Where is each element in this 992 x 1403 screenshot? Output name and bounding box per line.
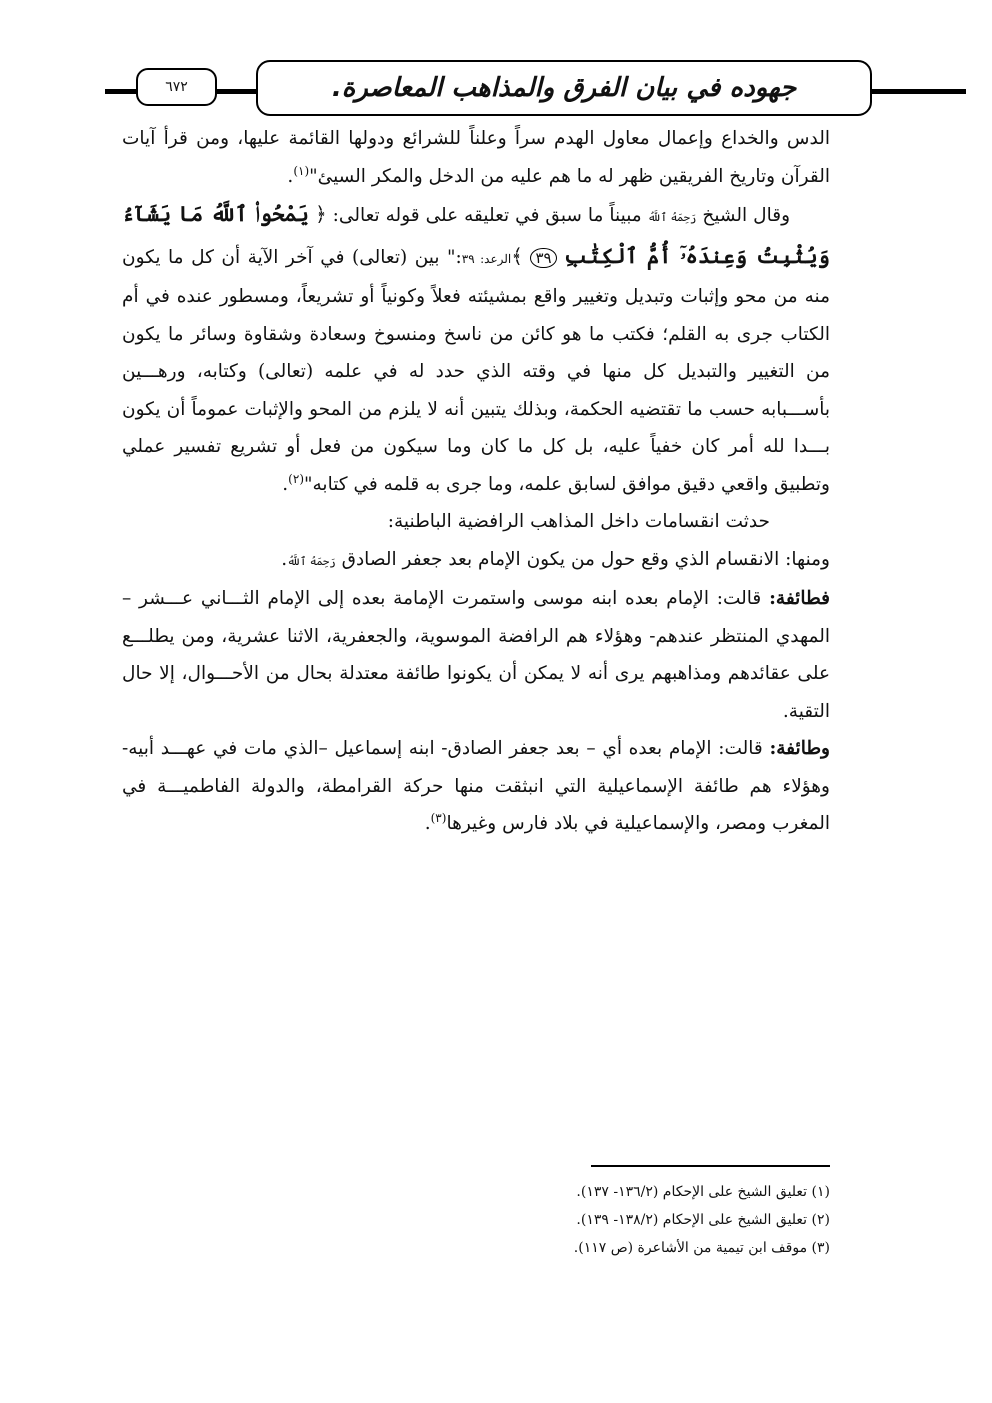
paragraph-5-lead: فطائفة: (769, 588, 830, 609)
footnote-ref-1: (١) (293, 163, 310, 178)
header-rule-left (105, 89, 137, 94)
header-title-box (256, 60, 872, 116)
surah-reference: الرعد: ٣٩ (461, 251, 512, 266)
footnote-3: (٣) موقف ابن تيمية من الأشاعرة (ص ١١٧). (573, 1240, 830, 1256)
page-number: ٦٧٢ (165, 79, 188, 95)
paragraph-1-text: الدس والخداع وإعمال معاول الهدم سراً وعلناً للشرائع ودولها القائمة عليها، ومن قرأ آيات القرآن وتاريخ الفريقين ظهر له ما هم عليه من الدخل والمكر السيئ" (122, 128, 830, 187)
honorific-mark-2: رَحِمَهُ ٱللَّهُ (287, 554, 336, 568)
section-heading-text: حدثت انقسامات داخل المذاهب الرافضية الباطنية: (387, 511, 770, 532)
ayah-number-marker: ٣٩ (530, 248, 556, 268)
footnote-1: (١) تعليق الشيخ على الإحكام (١٣٦/٢- ١٣٧). (576, 1184, 830, 1200)
paragraph-6-lead: وطائفة: (769, 738, 830, 759)
paragraph-4-text: ومنها: الانقسام الذي وقع حول من يكون الإمام بعد جعفر الصادق (341, 548, 830, 570)
footnotes (400, 1178, 830, 1262)
footnote-ref-2: (٢) (288, 471, 304, 486)
quran-verse: يَمْحُوا۟ ٱللَّهُ مَا يَشَآءُ وَيُثْبِتُ وَعِندَهُۥٓ أُمُّ ٱلْكِتَٰبِ (122, 201, 830, 268)
paragraph-5-text: قالت: الإمام بعده ابنه موسى واستمرت الإمامة بعده إلى الإمام الثـــاني عـــشر – المهدي المنتظر عندهم- وهؤلاء هم الرافضة الموسوية، والجعفرية، الاثنا عشرية، ومن يطلـــع على عقائدهم ومذاهبهم يرى أنه لا يمكن أن يكونوا طائفة معتدلة بحال من الأحـــوال، إلا حال التقية. (122, 588, 830, 722)
section-heading (122, 503, 830, 541)
footnote-separator (591, 1165, 830, 1167)
paragraph-2-intro: وقال الشيخ (702, 205, 791, 226)
body-text (122, 120, 830, 843)
paragraph-6: وطائفة: قالت: الإمام بعده أي – بعد جعفر الصادق- ابنه إسماعيل –الذي مات في عهـــد أبيه- وهؤلاء هم طائفة الإسماعيلية التي انبثقت منها حركة القرامطة، والدولة الفاطميـــة في المغرب ومصر، والإسماعيلية في بلاد فارس وغيرها$^{(٣)}$. (122, 738, 830, 834)
honorific-mark: رَحِمَهُ ٱللَّهُ (647, 211, 697, 224)
paragraph-4: ومنها: الانقسام الذي وقع حول من يكون الإمام بعد جعفر الصادق رَحِمَهُ ٱللَّهُ. (281, 548, 830, 570)
header-rule-right (870, 89, 966, 94)
quran-close-bracket: ﴾ (511, 243, 523, 268)
footnote-2: (٢) تعليق الشيخ على الإحكام (١٣٨/٢- ١٣٩). (576, 1212, 830, 1228)
paragraph-2-lead: مبيناً ما سبق في تعليقه على قوله تعالى: (332, 205, 642, 226)
paragraph-1: الدس والخداع وإعمال معاول الهدم سراً وعلناً للشرائع ودولها القائمة عليها، ومن قرأ آيات القرآن وتاريخ الفريقين ظهر له ما هم عليه من الدخل والمكر السيئ"$^{(١)}$. (122, 128, 830, 187)
running-title: جهوده في بيان الفرق والمذاهب المعاصرة. (331, 73, 797, 103)
paragraph-2-text: :" بين (تعالى) في آخر الآية أن كل ما يكون منه من محو وإثبات وتبديل وتغيير واقع بمشيئته فعلاً وكونياً أو تشريعاً، ومسطور عنده في أم الكتاب جرى به القلم؛ فكتب ما هو كائن من ناسخ ومنسوخ وسعادة وشقاوة وسائر ما يكون من التغيير والتبديل كل منها في وقته الذي حدد له في علمه (تعالى) وكتابه، ورهـــين بأســـبابه حسب ما تقتضيه الحكمة، وبذلك يتبين أنه لا يلزم من المحو والإثبات عموماً أن يكون بـــدا لله أمر كان خفياً عليه، بل كل ما كان وما سيكون من فعل أو تشريع تفسير عملي وتطبيق واقعي دقيق موافق لسابق علمه، وما جرى به قلمه في كتابه" (122, 246, 830, 495)
paragraph-2: وقال الشيخ رَحِمَهُ ٱللَّهُ مبيناً ما سبق في تعليقه على قوله تعالى: ﴿ يَمْحُوا۟ ٱللَّهُ مَا يَشَآءُ وَيُثْبِتُ وَعِندَهُۥٓ أُمُّ ٱلْكِتَٰبِ ٣٩ ﴾الرعد: ٣٩:" بين (تعالى) في آخر الآية أن كل ما يكون منه من محو وإثبات وتبديل وتغيير واقع بمشيئته فعلاً وكونياً أو تشريعاً، ومسطور عنده في أم الكتاب جرى به القلم؛ فكتب ما هو كائن من ناسخ ومنسوخ وسعادة وشقاوة وسائر ما يكون من التغيير والتبديل كل منها في وقته الذي حدد له في علمه (تعالى) وكتابه، ورهـــين بأســـبابه حسب ما تقتضيه الحكمة، وبذلك يتبين أنه لا يلزم من المحو والإثبات عموماً أن يكون بـــدا لله أمر كان خفياً عليه، بل كل ما كان وما سيكون من فعل أو تشريع تفسير عملي وتطبيق واقعي دقيق موافق لسابق علمه، وما جرى به قلمه في كتابه"$^{(٢)}$. (122, 201, 830, 495)
paragraph-6-text: قالت: الإمام بعده أي – بعد جعفر الصادق- ابنه إسماعيل –الذي مات في عهـــد أبيه- وهؤلاء هم طائفة الإسماعيلية التي انبثقت منها حركة القرامطة، والدولة الفاطميـــة في المغرب ومصر، والإسماعيلية في بلاد فارس وغيرها (122, 738, 830, 834)
quran-open-bracket: ﴿ (314, 202, 327, 226)
paragraph-5 (122, 580, 830, 730)
header-rule-middle (215, 89, 258, 94)
page-number-box (136, 68, 217, 106)
footnote-ref-3: (٣) (430, 810, 447, 825)
